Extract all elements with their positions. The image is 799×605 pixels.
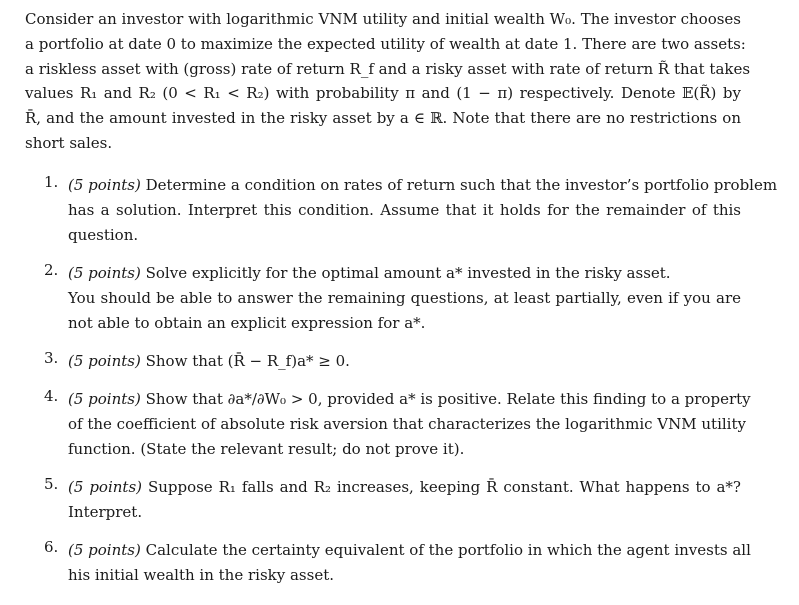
question-line <box>68 349 741 374</box>
question-line: has a solution. Interpret this condition. Assume that it holds for the remainder of this <box>68 201 741 219</box>
question-text: Determine a condition on rates of return such that the investor’s portfolio problem <box>145 176 778 194</box>
intro-line: a riskless asset with (gross) rate of return R_f and a risky asset with rate of return R̃ that takes <box>25 59 751 78</box>
question-line <box>68 387 751 412</box>
intro-line: short sales. <box>25 133 113 152</box>
question-number: 1. <box>44 173 59 191</box>
question-line: not able to obtain an explicit expression for a*. <box>68 314 426 332</box>
question-line <box>68 173 778 198</box>
question-line: question. <box>68 226 139 244</box>
question-text: Suppose R₁ falls and R₂ increases, keeping R̄ constant. What happens to a*? <box>147 478 741 496</box>
question-number: 4. <box>44 387 59 405</box>
question-line: You should be able to answer the remaining questions, at least partially, even if you are <box>68 289 741 307</box>
question-number: 3. <box>44 349 59 367</box>
question-points: (5 points) <box>68 176 141 194</box>
question-text: Calculate the certainty equivalent of the portfolio in which the agent invests all <box>145 541 751 559</box>
question-text: Show that (R̄ − R_f)a* ≥ 0. <box>145 352 350 370</box>
question-points: (5 points) <box>68 390 141 408</box>
intro-line: values R₁ and R₂ (0 < R₁ < R₂) with probability π and (1 − π) respectively. Denote 𝔼(R̃) by <box>25 84 741 103</box>
intro-line: R̄, and the amount invested in the risky asset by a ∈ ℝ. Note that there are no restrictions on <box>25 109 741 128</box>
problem-intro <box>25 7 751 156</box>
question-line <box>68 261 741 286</box>
question-points: (5 points) <box>68 264 141 282</box>
question-line: Interpret. <box>68 503 143 521</box>
question-points: (5 points) <box>68 478 142 496</box>
question-line: function. (State the relevant result; do not prove it). <box>68 440 465 458</box>
question-points: (5 points) <box>68 541 141 559</box>
question-line: of the coefficient of absolute risk aversion that characterizes the logarithmic VNM utility <box>68 415 746 433</box>
question-line: his initial wealth in the risky asset. <box>68 566 334 584</box>
intro-line: a portfolio at date 0 to maximize the expected utility of wealth at date 1. There are two assets: <box>25 34 746 53</box>
question-text: Solve explicitly for the optimal amount a* invested in the risky asset. <box>145 264 671 282</box>
question-number: 2. <box>44 261 59 279</box>
question-points: (5 points) <box>68 352 141 370</box>
intro-line: Consider an investor with logarithmic VNM utility and initial wealth W₀. The investor chooses <box>25 10 741 28</box>
question-line <box>68 538 751 563</box>
question-line <box>68 475 741 500</box>
question-number: 5. <box>44 475 59 493</box>
question-text: Show that ∂a*/∂W₀ > 0, provided a* is positive. Relate this finding to a property <box>145 390 751 408</box>
question-number: 6. <box>44 538 59 556</box>
